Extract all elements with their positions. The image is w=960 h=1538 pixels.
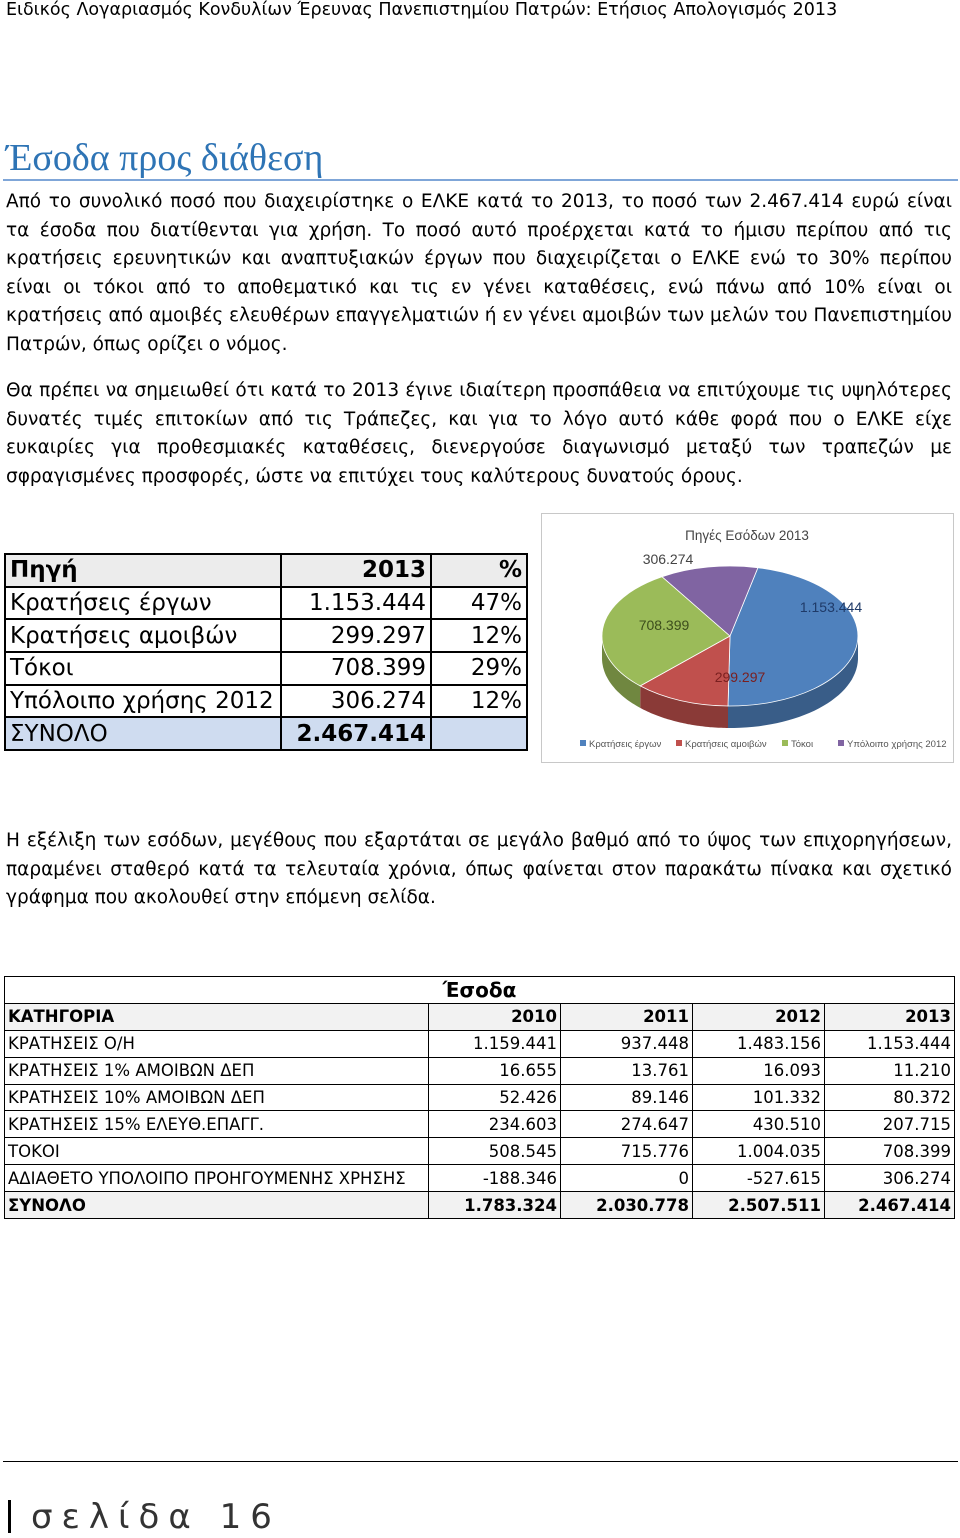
revenue-cell: 0 bbox=[561, 1165, 693, 1192]
pie-data-label: 306.274 bbox=[642, 551, 694, 567]
revenue-cell: 937.448 bbox=[561, 1030, 693, 1057]
paragraph-interest: Θα πρέπει να σημειωθεί ότι κατά το 2013 έγινε ιδιαίτερη προσπάθεια να επιτύχουμε τις υψηλότερες δυνατές τιμές επιτοκίων από τις Τράπεζες, και για το λόγο αυτό κάθε φορά που ο ΕΛΚΕ είχε ευκαιρίες για προθεσμιακές καταθέσεις, διενεργούσε διαγωνισμό μεταξύ των τραπεζών με σφραγισμένες προσφορές, ώστε να επιτύχει τους καλύτερους δυνατούς όρους. bbox=[6, 380, 952, 487]
source-table-total bbox=[5, 717, 527, 750]
revenue-cell: 274.647 bbox=[561, 1111, 693, 1138]
revenue-cell: 1.153.444 bbox=[825, 1030, 955, 1057]
revenue-cell: 13.761 bbox=[561, 1057, 693, 1084]
source-total-label: ΣΥΝΟΛΟ bbox=[5, 717, 281, 750]
table-row bbox=[5, 1084, 955, 1111]
revenue-table bbox=[4, 976, 955, 1219]
revenue-total-cell: 1.783.324 bbox=[429, 1192, 561, 1219]
legend-swatch bbox=[676, 740, 682, 746]
source-cell: 708.399 bbox=[281, 652, 431, 685]
revenue-total-cell: 2.507.511 bbox=[693, 1192, 825, 1219]
footer-rule bbox=[3, 1461, 958, 1462]
source-total-blank bbox=[431, 717, 527, 750]
table-row bbox=[5, 1165, 955, 1192]
pie-chart-svg bbox=[542, 514, 953, 762]
source-header-source: Πηγή bbox=[5, 554, 281, 587]
source-header-percent: % bbox=[431, 554, 527, 587]
revenue-cell: 52.426 bbox=[429, 1084, 561, 1111]
revenue-cell: ΚΡΑΤΗΣΕΙΣ 1% ΑΜΟΙΒΩΝ ΔΕΠ bbox=[5, 1057, 429, 1084]
pie-chart bbox=[541, 513, 954, 763]
legend-label: Κρατήσεις έργων bbox=[589, 739, 662, 750]
revenue-table-title: Έσοδα bbox=[5, 977, 955, 1004]
table-row bbox=[5, 619, 527, 652]
revenue-cell: 101.332 bbox=[693, 1084, 825, 1111]
pie-data-label: 1.153.444 bbox=[799, 599, 863, 615]
legend-label: Τόκοι bbox=[791, 739, 814, 750]
revenue-header-year: 2011 bbox=[561, 1003, 693, 1030]
source-cell: Υπόλοιπο χρήσης 2012 bbox=[5, 685, 281, 718]
revenue-header-year: 2012 bbox=[693, 1003, 825, 1030]
revenue-cell: 16.093 bbox=[693, 1057, 825, 1084]
revenue-table-title-row bbox=[5, 977, 955, 1004]
revenue-total-cell: 2.467.414 bbox=[825, 1192, 955, 1219]
source-cell: 299.297 bbox=[281, 619, 431, 652]
revenue-cell: 234.603 bbox=[429, 1111, 561, 1138]
paragraph-evolution: Η εξέλιξη των εσόδων, μεγέθους που εξαρτάται σε μεγάλο βαθμό από το ύψος των επιχορηγήσεων, παραμένει σταθερό κατά τα τελευταία χρόνια, όπως φαίνεται στον παρακάτω πίνακα και σχετικό γράφημα που ακολουθεί στην επόμενη σελίδα. bbox=[6, 830, 952, 909]
table-row bbox=[5, 1030, 955, 1057]
page-header: Ειδικός Λογαριασμός Κονδυλίων Έρευνας Πανεπιστημίου Πατρών: Ετήσιος Απολογισμός 2013 bbox=[6, 0, 838, 20]
legend-swatch bbox=[580, 740, 586, 746]
table-row bbox=[5, 685, 527, 718]
source-table bbox=[4, 553, 528, 751]
revenue-cell: 306.274 bbox=[825, 1165, 955, 1192]
table-row bbox=[5, 587, 527, 620]
table-row bbox=[5, 652, 527, 685]
source-cell: 306.274 bbox=[281, 685, 431, 718]
revenue-header-category: ΚΑΤΗΓΟΡΙΑ bbox=[5, 1003, 429, 1030]
revenue-header-year: 2013 bbox=[825, 1003, 955, 1030]
revenue-cell: 207.715 bbox=[825, 1111, 955, 1138]
revenue-cell: ΑΔΙΑΘΕΤΟ ΥΠΟΛΟΙΠΟ ΠΡΟΗΓΟΥΜΕΝΗΣ ΧΡΗΣΗΣ bbox=[5, 1165, 429, 1192]
source-header-year: 2013 bbox=[281, 554, 431, 587]
revenue-header-year: 2010 bbox=[429, 1003, 561, 1030]
revenue-table-header bbox=[5, 1003, 955, 1030]
revenue-cell: -527.615 bbox=[693, 1165, 825, 1192]
paragraph-intro: Από το συνολικό ποσό που διαχειρίστηκε ο ΕΛΚΕ κατά το 2013, το ποσό των 2.467.414 ευρώ είναι τα έσοδα που διατίθενται για χρήση. Το ποσό αυτό προέρχεται κατά το ήμισυ περίπου από τις κρατήσεις ερευνητικών και αναπτυξιακών έργων που διαχειρίζεται ο ΕΛΚΕ ενώ το 30% περίπου είναι οι τόκοι από το αποθεματικό και τις εν γένει καταθέσεις, ενώ πάνω από 10% είναι οι κρατήσεις από αμοιβές ελευθέρων επαγγελματιών ή εν γένει αμοιβών των μελών του Πανεπιστημίου Πατρών, όπως ορίζει ο νόμος. bbox=[6, 191, 952, 355]
page-number: σελίδα 16 bbox=[31, 1497, 281, 1537]
legend-label: Υπόλοιπο χρήσης 2012 bbox=[847, 739, 947, 750]
pie-data-label: 299.297 bbox=[714, 669, 766, 685]
revenue-cell: 430.510 bbox=[693, 1111, 825, 1138]
source-table-header bbox=[5, 554, 527, 587]
table-row bbox=[5, 1057, 955, 1084]
revenue-cell: 508.545 bbox=[429, 1138, 561, 1165]
table-row bbox=[5, 1138, 955, 1165]
footer-bar bbox=[8, 1500, 11, 1533]
source-cell: Κρατήσεις αμοιβών bbox=[5, 619, 281, 652]
revenue-cell: ΤΟΚΟΙ bbox=[5, 1138, 429, 1165]
chart-title: Πηγές Εσόδων 2013 bbox=[685, 528, 809, 543]
revenue-cell: 1.483.156 bbox=[693, 1030, 825, 1057]
revenue-cell: ΚΡΑΤΗΣΕΙΣ 15% ΕΛΕΥΘ.ΕΠΑΓΓ. bbox=[5, 1111, 429, 1138]
revenue-cell: 89.146 bbox=[561, 1084, 693, 1111]
legend-swatch bbox=[838, 740, 844, 746]
revenue-table-total bbox=[5, 1192, 955, 1219]
revenue-cell: 16.655 bbox=[429, 1057, 561, 1084]
source-cell: Κρατήσεις έργων bbox=[5, 587, 281, 620]
revenue-cell: 11.210 bbox=[825, 1057, 955, 1084]
source-total-value: 2.467.414 bbox=[281, 717, 431, 750]
source-cell: 12% bbox=[431, 685, 527, 718]
source-cell: 1.153.444 bbox=[281, 587, 431, 620]
legend-swatch bbox=[782, 740, 788, 746]
section-title: Έσοδα προς διάθεση bbox=[6, 137, 324, 179]
source-cell: 12% bbox=[431, 619, 527, 652]
pie-data-label: 708.399 bbox=[638, 617, 690, 633]
revenue-cell: ΚΡΑΤΗΣΕΙΣ Ο/Η bbox=[5, 1030, 429, 1057]
revenue-cell: 708.399 bbox=[825, 1138, 955, 1165]
revenue-cell: -188.346 bbox=[429, 1165, 561, 1192]
revenue-cell: ΚΡΑΤΗΣΕΙΣ 10% ΑΜΟΙΒΩΝ ΔΕΠ bbox=[5, 1084, 429, 1111]
legend-label: Κρατήσεις αμοιβών bbox=[685, 739, 767, 750]
table-row bbox=[5, 1111, 955, 1138]
source-cell: 47% bbox=[431, 587, 527, 620]
source-cell: Τόκοι bbox=[5, 652, 281, 685]
revenue-cell: 80.372 bbox=[825, 1084, 955, 1111]
revenue-cell: 715.776 bbox=[561, 1138, 693, 1165]
revenue-cell: 1.159.441 bbox=[429, 1030, 561, 1057]
page-footer bbox=[8, 1497, 281, 1537]
revenue-total-cell: 2.030.778 bbox=[561, 1192, 693, 1219]
revenue-total-cell: ΣΥΝΟΛΟ bbox=[5, 1192, 429, 1219]
source-cell: 29% bbox=[431, 652, 527, 685]
section-title-rule bbox=[3, 179, 958, 181]
revenue-cell: 1.004.035 bbox=[693, 1138, 825, 1165]
